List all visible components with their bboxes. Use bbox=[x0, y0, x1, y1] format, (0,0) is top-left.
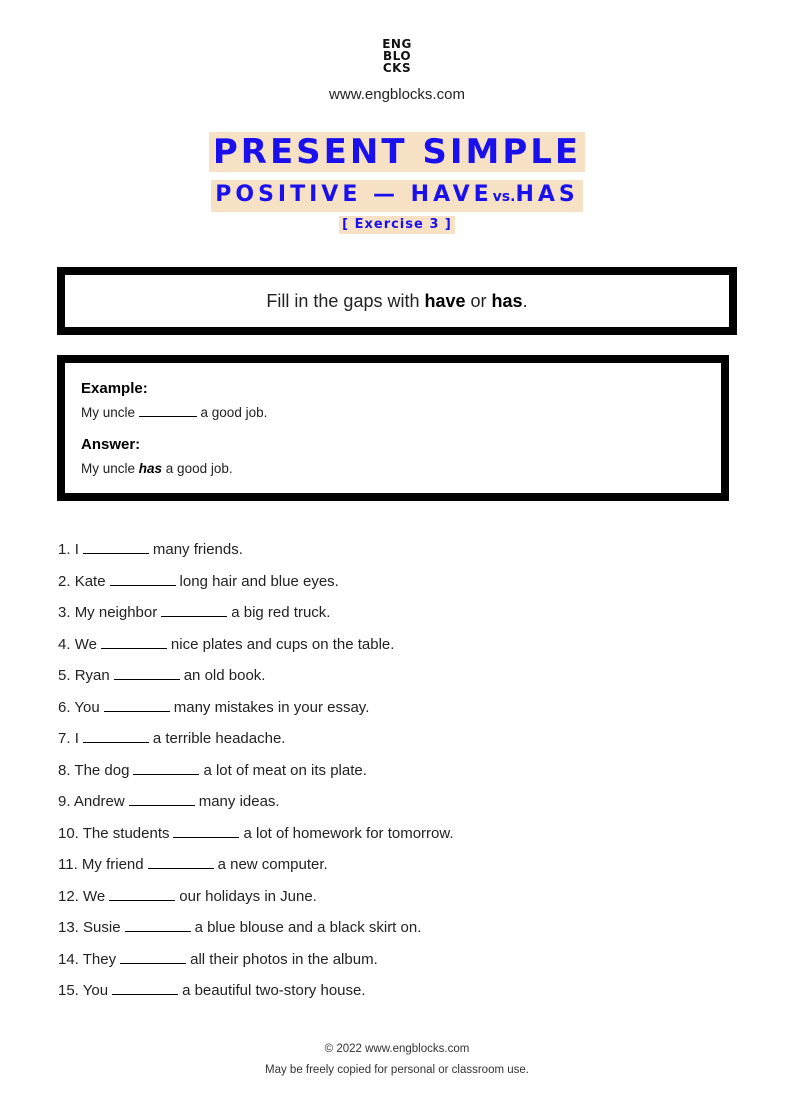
question-item bbox=[58, 566, 454, 598]
question-before: You bbox=[74, 698, 100, 716]
question-item bbox=[58, 849, 454, 881]
answer-gap[interactable] bbox=[161, 602, 227, 617]
answer-gap[interactable] bbox=[173, 823, 239, 838]
question-number: 10. bbox=[58, 824, 79, 842]
question-number: 11. bbox=[58, 856, 78, 873]
answer-gap[interactable] bbox=[83, 728, 149, 743]
subtitle-vs: vs. bbox=[492, 189, 516, 205]
engblocks-logo bbox=[0, 38, 794, 74]
answer-gap[interactable] bbox=[120, 949, 186, 964]
question-number: 1. bbox=[58, 541, 71, 558]
logo-line-3: CKS bbox=[382, 61, 412, 75]
question-before: The dog bbox=[74, 761, 130, 779]
subtitle-main: POSITIVE — HAVE bbox=[215, 182, 493, 207]
answer-gap[interactable] bbox=[114, 665, 180, 680]
page-title: PRESENT SIMPLE bbox=[209, 132, 585, 172]
question-number: 3. bbox=[58, 604, 71, 621]
example-gap bbox=[139, 404, 197, 417]
question-before: My friend bbox=[81, 856, 144, 873]
question-before: They bbox=[82, 950, 117, 968]
question-after: a blue blouse and a black skirt on. bbox=[194, 919, 422, 936]
question-item bbox=[58, 786, 454, 818]
answer-gap[interactable] bbox=[133, 760, 199, 775]
question-after: all their photos in the album. bbox=[190, 950, 378, 968]
question-before: You bbox=[82, 982, 109, 999]
answer-after: a good job. bbox=[162, 461, 233, 476]
question-item bbox=[58, 975, 454, 1007]
question-number: 14. bbox=[58, 950, 79, 968]
example-before: My uncle bbox=[81, 405, 139, 420]
answer-gap[interactable] bbox=[109, 886, 175, 901]
site-url[interactable]: www.engblocks.com bbox=[329, 86, 465, 103]
instruction-word-have: have bbox=[424, 290, 466, 311]
question-number: 5. bbox=[58, 667, 71, 684]
question-list bbox=[58, 534, 454, 1007]
answer-word: has bbox=[138, 461, 163, 476]
answer-gap[interactable] bbox=[104, 697, 170, 712]
question-after: a terrible headache. bbox=[152, 730, 286, 747]
exercise-label: [ Exercise 3 ] bbox=[339, 216, 455, 234]
answer-sentence bbox=[81, 456, 721, 490]
question-number: 9. bbox=[58, 793, 71, 810]
question-item bbox=[58, 597, 454, 629]
example-box bbox=[57, 355, 729, 501]
question-number: 13. bbox=[58, 919, 79, 936]
question-before: The students bbox=[82, 824, 170, 842]
instruction-word-has: has bbox=[491, 290, 523, 311]
answer-gap[interactable] bbox=[129, 791, 195, 806]
question-before: I bbox=[74, 541, 79, 558]
question-item bbox=[58, 944, 454, 976]
instruction-before: Fill in the gaps with bbox=[266, 290, 425, 311]
question-item bbox=[58, 755, 454, 787]
example-after: a good job. bbox=[196, 405, 268, 420]
question-before: We bbox=[74, 635, 97, 653]
answer-gap[interactable] bbox=[112, 980, 178, 995]
question-after: nice plates and cups on the table. bbox=[170, 635, 395, 653]
answer-gap[interactable] bbox=[101, 634, 167, 649]
answer-gap[interactable] bbox=[83, 539, 149, 554]
subtitle-end: HAS bbox=[515, 182, 579, 207]
logo-line-2: BLO bbox=[382, 49, 412, 63]
question-number: 8. bbox=[58, 761, 71, 779]
footer-copyright: © 2022 www.engblocks.com bbox=[324, 1043, 470, 1055]
question-item bbox=[58, 692, 454, 724]
question-item bbox=[58, 723, 454, 755]
question-before: Kate bbox=[74, 572, 106, 590]
question-after: a lot of homework for tomorrow. bbox=[243, 824, 454, 842]
example-sentence bbox=[81, 400, 721, 434]
answer-label: Answer: bbox=[81, 436, 141, 453]
question-number: 2. bbox=[58, 572, 71, 590]
question-number: 15. bbox=[58, 982, 79, 999]
question-before: We bbox=[83, 887, 106, 905]
instruction-middle: or bbox=[465, 290, 492, 311]
question-before: I bbox=[74, 730, 79, 747]
question-after: long hair and blue eyes. bbox=[179, 572, 339, 590]
question-after: a lot of meat on its plate. bbox=[203, 761, 367, 779]
answer-gap[interactable] bbox=[148, 854, 214, 869]
instruction-box bbox=[57, 267, 737, 335]
answer-gap[interactable] bbox=[110, 571, 176, 586]
question-after: our holidays in June. bbox=[179, 887, 317, 905]
example-label: Example: bbox=[81, 380, 148, 397]
logo-line-1: ENG bbox=[382, 37, 412, 51]
question-item bbox=[58, 881, 454, 913]
instruction-text bbox=[266, 291, 527, 312]
question-after: many mistakes in your essay. bbox=[173, 698, 370, 716]
question-after: many ideas. bbox=[198, 793, 280, 810]
question-number: 12. bbox=[58, 887, 79, 905]
question-number: 7. bbox=[58, 730, 71, 747]
question-number: 6. bbox=[58, 698, 71, 716]
question-after: many friends. bbox=[152, 541, 243, 558]
page-subtitle bbox=[211, 180, 583, 212]
footer-license: May be freely copied for personal or classroom use. bbox=[265, 1064, 529, 1076]
question-after: an old book. bbox=[183, 667, 266, 684]
answer-before: My uncle bbox=[81, 461, 139, 476]
question-after: a beautiful two-story house. bbox=[182, 982, 366, 999]
question-before: Susie bbox=[83, 919, 121, 936]
question-item bbox=[58, 534, 454, 566]
question-before: Andrew bbox=[73, 793, 125, 810]
question-number: 4. bbox=[58, 635, 71, 653]
question-item bbox=[58, 912, 454, 944]
question-item bbox=[58, 629, 454, 661]
question-after: a big red truck. bbox=[231, 604, 331, 621]
question-item bbox=[58, 660, 454, 692]
question-before: My neighbor bbox=[74, 604, 158, 621]
instruction-after: . bbox=[522, 290, 528, 311]
question-item bbox=[58, 818, 454, 850]
answer-gap[interactable] bbox=[125, 917, 191, 932]
question-after: a new computer. bbox=[217, 856, 328, 873]
question-before: Ryan bbox=[74, 667, 110, 684]
